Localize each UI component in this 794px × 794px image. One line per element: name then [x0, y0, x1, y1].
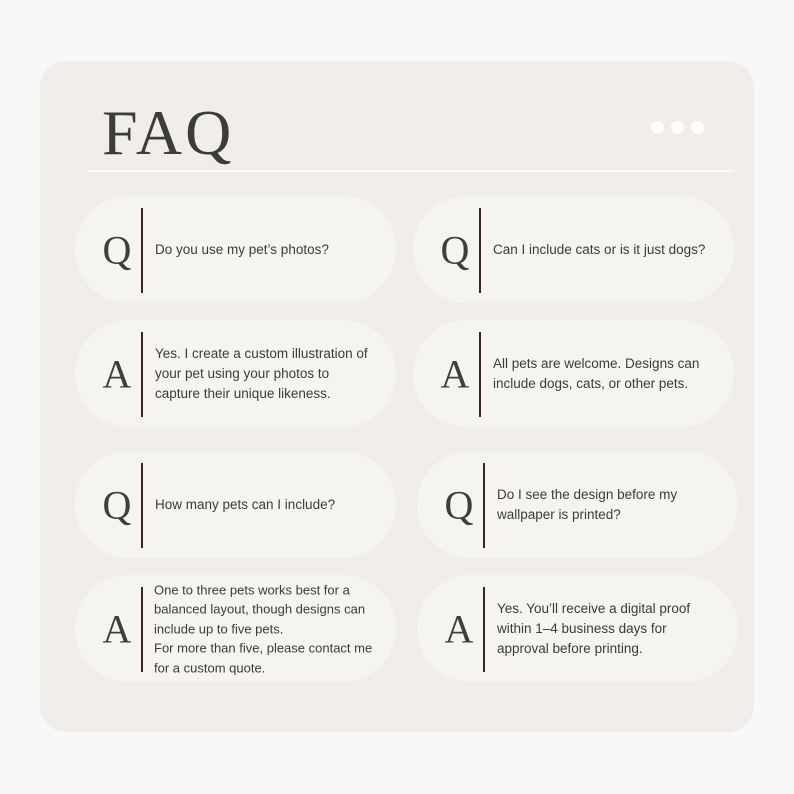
page-title: FAQ: [102, 97, 235, 168]
dot-icon: [691, 121, 704, 134]
question-letter: Q: [440, 227, 470, 272]
divider-bar: [479, 208, 481, 293]
question-letter: Q: [102, 482, 132, 527]
question-text: Can I include cats or is it just dogs?: [493, 241, 706, 257]
title-divider: [88, 170, 734, 172]
answer-text: One to three pets works best for a balanced layout, though designs can include up to five pets. For more than five, please contact me for a custom quote.: [154, 581, 373, 675]
faq-card: [40, 61, 754, 732]
question-text: Do you use my pet’s photos?: [155, 241, 329, 257]
faq-answer-4: [417, 575, 738, 682]
answer-letter: A: [102, 606, 132, 651]
divider-bar: [141, 463, 143, 548]
faq-answer-2: [413, 320, 734, 427]
faq-question-1: [75, 196, 396, 303]
faq-question-3: [75, 451, 396, 558]
answer-letter: A: [444, 606, 474, 651]
faq-answer-1: [75, 320, 396, 427]
question-text: Do I see the design before my wallpaper is printed?: [497, 486, 678, 522]
dot-icon: [671, 121, 684, 134]
divider-bar: [141, 332, 143, 417]
divider-bar: [141, 208, 143, 293]
question-letter: Q: [102, 227, 132, 272]
divider-bar: [479, 332, 481, 417]
answer-letter: A: [440, 351, 470, 396]
faq-question-4: [417, 451, 738, 558]
dot-icon: [651, 121, 664, 134]
faq-question-2: [413, 196, 734, 303]
question-letter: Q: [444, 482, 474, 527]
divider-bar: [483, 587, 485, 672]
question-text: How many pets can I include?: [155, 496, 336, 512]
answer-letter: A: [102, 351, 132, 396]
answer-text: Yes. You’ll receive a digital proof within 1–4 business days for approval before printing.: [497, 600, 691, 656]
divider-bar: [141, 587, 143, 672]
divider-bar: [483, 463, 485, 548]
answer-text: Yes. I create a custom illustration of your pet using your photos to capture their unique likeness.: [155, 345, 368, 401]
faq-answer-3: [75, 575, 396, 682]
answer-text: All pets are welcome. Designs can include dogs, cats, or other pets.: [493, 355, 700, 391]
